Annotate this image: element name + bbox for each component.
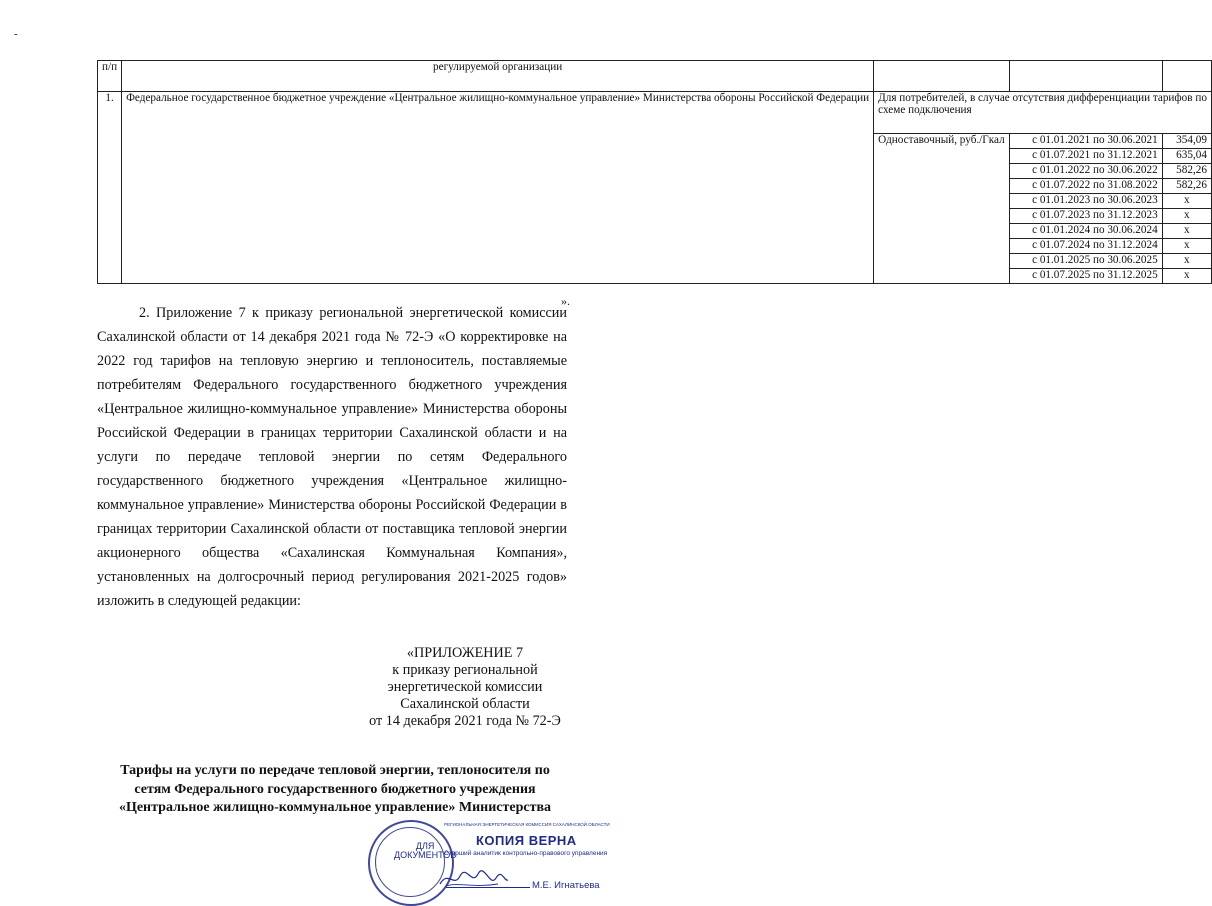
signer-name: М.Е. Игнатьева [532,880,600,891]
page-mark: - [14,28,18,40]
header-empty-cell [1162,61,1211,92]
subheader-line-2: схеме подключения [878,104,972,116]
appendix-line: энергетической комиссии [387,679,543,695]
appendix-line: «ПРИЛОЖЕНИЕ 7 [406,645,524,661]
appendix-header [355,645,575,730]
signature-line [446,887,530,888]
period-cell: с 01.01.2025 по 30.06.2025 [1009,254,1162,269]
tariff-value-cell: 582,26 [1162,179,1211,194]
signer-position: Старший аналитик контрольно-правового управления [444,850,608,857]
rate-type-cell: Одноставочный, руб./Гкал [874,134,1010,284]
copy-verified-label: КОПИЯ ВЕРНА [476,833,577,848]
handwritten-signature [438,866,510,892]
period-cell: с 01.07.2021 по 31.12.2021 [1009,149,1162,164]
organization-cell: Федеральное государственное бюджетное учреждение «Центральное жилищно-коммунальное управление» Министерства обороны Российской Федерации [122,92,874,284]
header-org-cell: регулируемой организации [122,61,874,92]
stamp-label-line: ДЛЯ [415,841,435,851]
header-num-cell: п/п [98,61,122,92]
title-line: сетям Федерального государственного бюджетного учреждения [134,781,536,797]
period-cell: с 01.01.2022 по 30.06.2022 [1009,164,1162,179]
consumer-subheader [874,92,1212,134]
copy-stamp-header: РЕГИОНАЛЬНАЯ ЭНЕРГЕТИЧЕСКАЯ КОМИССИЯ САХАЛИНСКОЙ ОБЛАСТИ [444,822,610,827]
tariff-value-cell: 582,26 [1162,164,1211,179]
tariff-value-cell: 354,09 [1162,134,1211,149]
title-line: Тарифы на услуги по передаче тепловой энергии, теплоносителя по [120,763,550,778]
paragraph-2 [97,301,567,613]
period-cell: с 01.01.2024 по 30.06.2024 [1009,224,1162,239]
tariff-value-cell: х [1162,194,1211,209]
header-empty-cell [1009,61,1162,92]
row-number-cell: 1. [98,92,122,284]
stamp-label-line: ДОКУМЕНТОВ [394,850,457,860]
table-header-row [98,61,1212,92]
paragraph-2-text: 2. Приложение 7 к приказу региональной энергетической комиссии Сахалинской области от 14 декабря 2021 года № 72-Э «О корректировке на 2022 год тарифов на тепловую энергию и теплоноситель, поставляемые потребителям Федерального государственного бюджетного учреждения «Центральное жилищно-коммунальное управление» Министерства обороны Российской Федерации в границах территории Сахалинской области и на услуги по передаче тепловой энергии по сетям Федерального государственного бюджетного учреждения «Центральное жилищно-коммунальное управление» Министерства обороны Российской Федерации в границах территории Сахалинской области от поставщика тепловой энергии акционерного общества «Сахалинская Коммунальная Компания», установленных на долгосрочный период регулирования 2021-2025 годов» изложить в следующей редакции: [97,305,567,609]
period-cell: с 01.07.2025 по 31.12.2025 [1009,269,1162,284]
document-title [100,762,570,818]
tariff-value-cell: х [1162,254,1211,269]
tariff-value-cell: х [1162,269,1211,284]
period-cell: с 01.07.2024 по 31.12.2024 [1009,239,1162,254]
tariff-value-cell: х [1162,209,1211,224]
period-cell: с 01.01.2021 по 30.06.2021 [1009,134,1162,149]
table-subheader-row [98,92,1212,134]
period-cell: с 01.07.2023 по 31.12.2023 [1009,209,1162,224]
tariff-value-cell: 635,04 [1162,149,1211,164]
tariff-value-cell: х [1162,239,1211,254]
appendix-line: Сахалинской области [400,696,530,712]
period-cell: с 01.07.2022 по 31.08.2022 [1009,179,1162,194]
appendix-line: от 14 декабря 2021 года № 72-Э [369,713,561,729]
tariff-table [97,60,1212,284]
subheader-line-1: Для потребителей, в случае отсутствия дифференциации тарифов по [878,92,1207,104]
appendix-line: к приказу региональной [392,662,538,678]
header-empty-cell [874,61,1010,92]
period-cell: с 01.01.2023 по 30.06.2023 [1009,194,1162,209]
tariff-value-cell: х [1162,224,1211,239]
title-line: «Центральное жилищно-коммунальное управление» Министерства [118,800,552,815]
round-seal-stamp [368,820,457,906]
table-closing-quote: ». [561,294,570,308]
